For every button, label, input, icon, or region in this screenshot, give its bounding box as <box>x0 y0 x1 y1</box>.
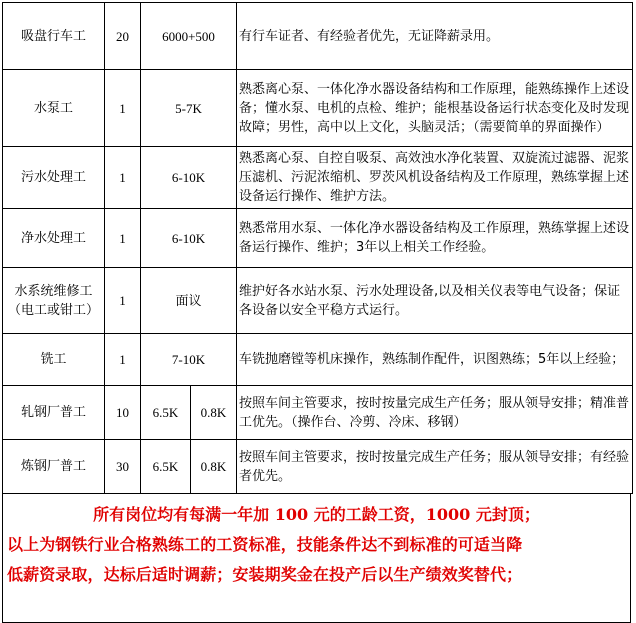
job-count: 20 <box>105 3 141 70</box>
table-row <box>3 147 633 209</box>
table-row <box>3 440 633 494</box>
note-line-3: 低薪资录取，达标后适时调薪；安装期奖金在投产后以生产绩效奖替代； <box>7 565 523 584</box>
job-salary-bonus: 0.8K <box>191 440 237 494</box>
job-salary: 5-7K <box>141 70 237 147</box>
table-row <box>3 3 633 70</box>
job-salary-base: 6.5K <box>141 386 191 440</box>
job-description: 熟悉常用水泵、一体化净水器设备结构及工作原理，熟练掌握上述设备运行操作、维护；3年以上相关工作经验。 <box>237 209 633 268</box>
job-name: 水泵工 <box>3 70 105 147</box>
note-line-2: 以上为钢铁行业合格熟练工的工资标准，技能条件达不到标准的可适当降 <box>7 535 523 554</box>
table-row <box>3 386 633 440</box>
job-description: 熟悉离心泵、一体化净水器设备结构和工作原理，能熟练操作上述设备；懂水泵、电机的点检、维护；能根基设备运行状态变化及时发现故障；男性，高中以上文化，头脑灵活；（需要简单的界面操作） <box>237 70 633 147</box>
job-description: 车铣抛磨镗等机床操作，熟练制作配件，识图熟练；5年以上经验； <box>237 334 633 386</box>
job-salary: 6000+500 <box>141 3 237 70</box>
table-row <box>3 334 633 386</box>
job-table-container <box>2 2 632 623</box>
job-salary-base: 6.5K <box>141 440 191 494</box>
job-description: 维护好各水站水泵、污水处理设备,以及相关仪表等电气设备；保证各设备以安全平稳方式运行。 <box>237 268 633 334</box>
job-name: 净水处理工 <box>3 209 105 268</box>
job-salary: 7-10K <box>141 334 237 386</box>
job-description: 按照车间主管要求，按时按量完成生产任务；服从领导安排；有经验者优先。 <box>237 440 633 494</box>
job-count: 1 <box>105 209 141 268</box>
job-name: 炼钢厂普工 <box>3 440 105 494</box>
notes-box <box>2 494 631 623</box>
job-salary-bonus: 0.8K <box>191 386 237 440</box>
job-name: 铣工 <box>3 334 105 386</box>
job-description: 有行车证者、有经验者优先，无证降薪录用。 <box>237 3 633 70</box>
table-row <box>3 70 633 147</box>
job-name: 轧钢厂普工 <box>3 386 105 440</box>
job-salary: 面议 <box>141 268 237 334</box>
job-count: 10 <box>105 386 141 440</box>
table-row <box>3 209 633 268</box>
job-count: 1 <box>105 70 141 147</box>
job-description: 按照车间主管要求，按时按量完成生产任务；服从领导安排；精准普工优先。（操作台、冷剪、冷床、移钢） <box>237 386 633 440</box>
note-line-1: 所有岗位均有每满一年加 100 元的工龄工资，1000 元封顶； <box>93 505 540 524</box>
job-name: 污水处理工 <box>3 147 105 209</box>
job-count: 30 <box>105 440 141 494</box>
job-description: 熟悉离心泵、自控自吸泵、高效浊水净化装置、双旋流过滤器、泥浆压滤机、污泥浓缩机、罗茨风机设备结构及工作原理，熟练掌握上述设备运行操作、维护方法。 <box>237 147 633 209</box>
job-count: 1 <box>105 334 141 386</box>
job-count: 1 <box>105 147 141 209</box>
job-name: 吸盘行车工 <box>3 3 105 70</box>
job-count: 1 <box>105 268 141 334</box>
job-salary: 6-10K <box>141 147 237 209</box>
job-table <box>2 2 633 494</box>
job-name: 水系统维修工（电工或钳工） <box>3 268 105 334</box>
job-salary: 6-10K <box>141 209 237 268</box>
table-row <box>3 268 633 334</box>
